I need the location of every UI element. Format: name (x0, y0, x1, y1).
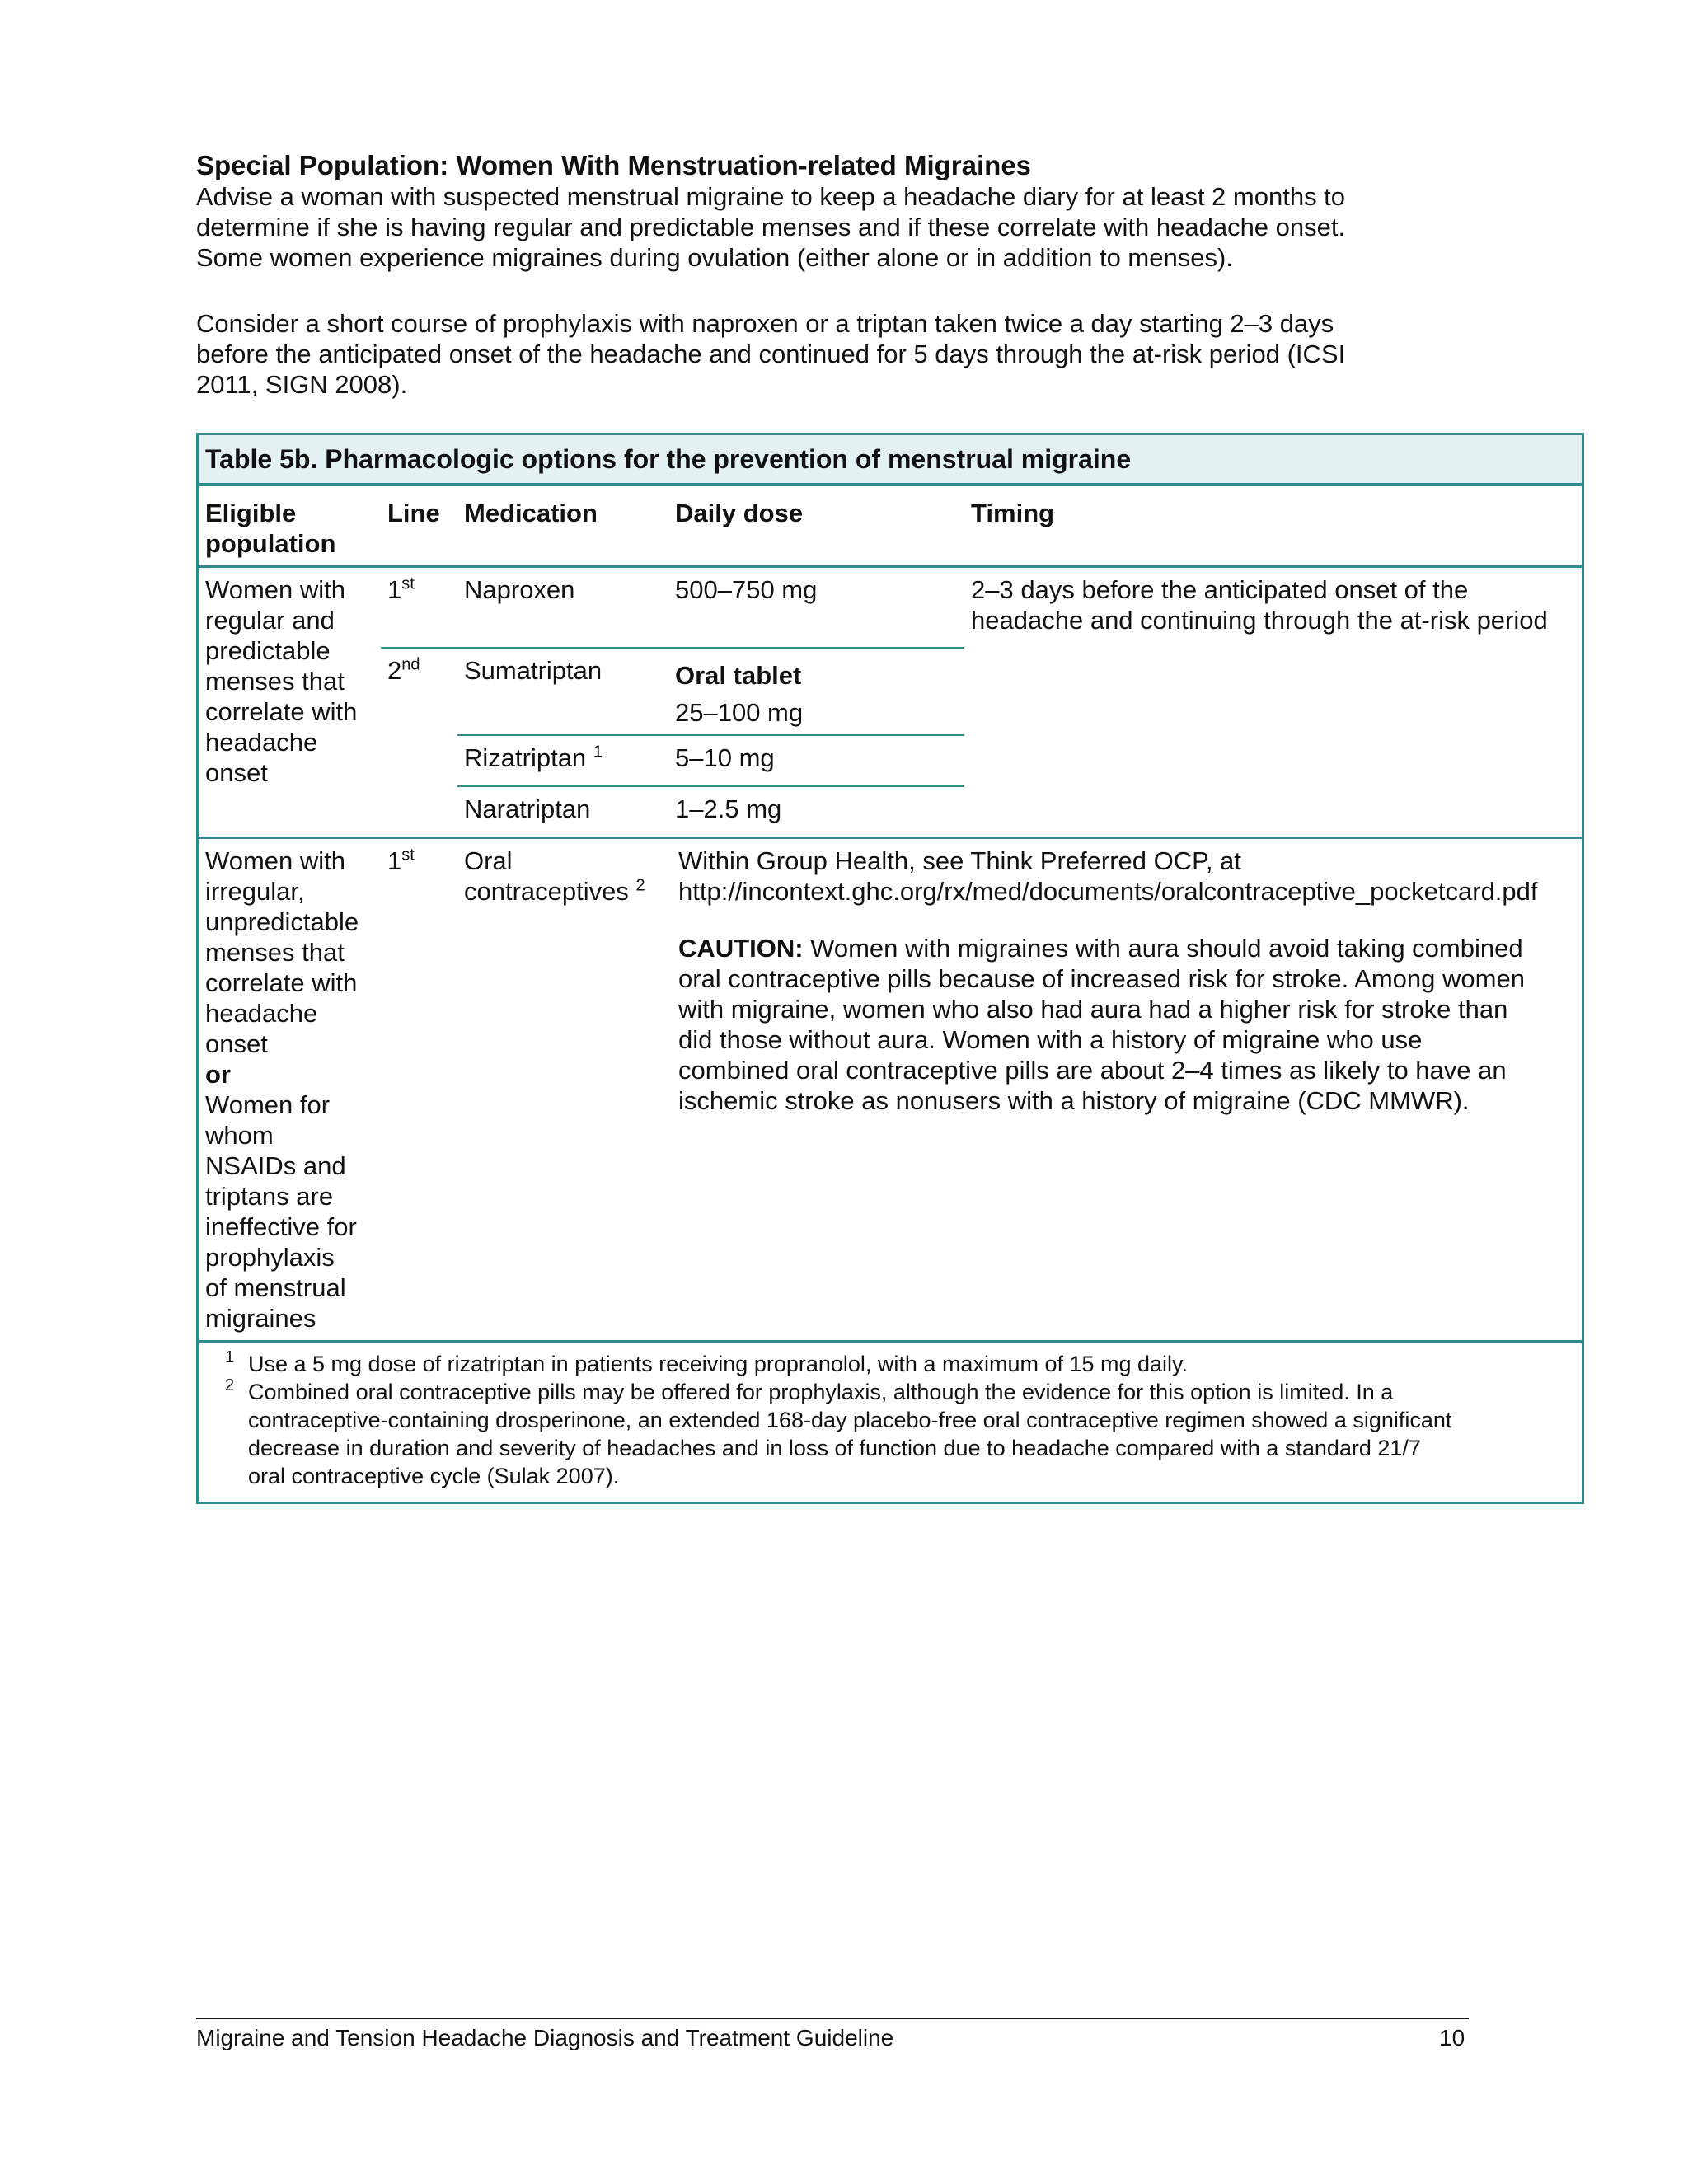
line-cell (381, 838, 457, 1343)
ordinal-suffix: nd (401, 655, 420, 674)
table-row (198, 838, 1583, 1343)
header-timing: Timing (964, 485, 1582, 567)
text-line: menses that (205, 667, 345, 696)
footnote-ref: 2 (635, 876, 645, 895)
text-line: Some women experience migraines during ovulation (either alone or in addition to menses). (196, 243, 1233, 272)
text-line: ineffective for (205, 1212, 357, 1241)
text-line: Advise a woman with suspected menstrual migraine to keep a headache diary for at least 2 months to (196, 182, 1346, 211)
text-line: headache and continuing through the at-risk period (971, 606, 1548, 635)
text-line: 2–3 days before the anticipated onset of the (971, 575, 1469, 604)
text-line: correlate with (205, 968, 358, 997)
dose-cell: 5–10 mg (668, 735, 964, 786)
ordinal-suffix: st (401, 846, 415, 865)
text-line: predictable (205, 636, 331, 665)
dose-cell (668, 648, 964, 735)
text-line: did those without aura. Women with a history of migraine who use (678, 1025, 1423, 1054)
medication-name: Rizatriptan (464, 743, 587, 772)
menstrual-migraine-table (196, 433, 1584, 1504)
intro-paragraph (196, 181, 1482, 273)
medication-cell (457, 838, 668, 1343)
footnote-number: 2 (225, 1376, 235, 1394)
footnote (207, 1350, 1573, 1378)
or-label: or (205, 1060, 231, 1089)
text-line: determine if she is having regular and predictable menses and if these correlate with headache onset. (196, 213, 1346, 241)
text-line: decrease in duration and severity of headaches and in loss of function due to headache compared with a standard 21/7 (248, 1436, 1421, 1460)
caution-label: CAUTION: (678, 934, 804, 963)
text-line: oral contraceptive pills because of increased risk for stroke. Among women (678, 964, 1525, 993)
text-line: irregular, (205, 877, 305, 906)
footnote (207, 1378, 1573, 1490)
table-row (198, 567, 1583, 649)
medication-name: Oral (464, 846, 513, 875)
population-cell (198, 567, 382, 838)
text-line: Women for (205, 1090, 331, 1119)
medication-name: contraceptives (464, 877, 629, 906)
text-line: Women with migraines with aura should avoid taking combined (803, 934, 1523, 963)
table-caption: Table 5b. Pharmacologic options for the prevention of menstrual migraine (198, 434, 1583, 485)
text-line: menses that (205, 938, 345, 967)
footer-title: Migraine and Tension Headache Diagnosis and Treatment Guideline (196, 2025, 894, 2050)
pocketcard-url: http://incontext.ghc.org/rx/med/documents/oralcontraceptive_pocketcard.pdf (678, 877, 1538, 906)
footnote-number: 1 (225, 1348, 235, 1366)
footer-rule (196, 2018, 1469, 2019)
text-line: 2011, SIGN 2008). (196, 370, 408, 399)
dose-form: Oral tablet (675, 661, 802, 690)
text-line: onset (205, 1029, 268, 1058)
text-line: contraceptive-containing drosperinone, an extended 168-day placebo-free oral contraceptive regimen showed a significant (248, 1408, 1452, 1432)
prophylaxis-paragraph (196, 308, 1482, 400)
section-title: Special Population: Women With Menstruation-related Migraines (196, 150, 1032, 180)
header-text: Eligible (205, 499, 297, 527)
text-line: Use a 5 mg dose of rizatriptan in patients receiving propranolol, with a maximum of 15 mg daily. (248, 1352, 1189, 1376)
text-line: combined oral contraceptive pills are about 2–4 times as likely to have an (678, 1056, 1507, 1085)
page-number: 10 (1439, 2025, 1465, 2050)
medication-cell: Naratriptan (457, 786, 668, 838)
text-line: of menstrual (205, 1273, 346, 1302)
population-cell (198, 838, 382, 1343)
text-line: ischemic stroke as nonusers with a history of migraine (CDC MMWR). (678, 1086, 1470, 1115)
text-line: whom (205, 1121, 274, 1150)
header-text: population (205, 529, 336, 558)
medication-cell: Sumatriptan (457, 648, 668, 735)
text-line: Within Group Health, see Think Preferred OCP, at (678, 846, 1241, 875)
text-line: migraines (205, 1304, 316, 1333)
header-dose: Daily dose (668, 485, 964, 567)
medication-cell: Naproxen (457, 567, 668, 649)
footnotes-row (198, 1342, 1583, 1503)
text-line: NSAIDs and (205, 1151, 346, 1180)
line-cell (381, 567, 457, 649)
text-line: before the anticipated onset of the headache and continued for 5 days through the at-risk period (ICSI (196, 340, 1346, 368)
table-header-row (198, 485, 1583, 567)
dose-cell: 1–2.5 mg (668, 786, 964, 838)
line-number: 1 (387, 846, 402, 875)
text-line: prophylaxis (205, 1243, 335, 1272)
header-line: Line (381, 485, 457, 567)
text-line: onset (205, 758, 268, 787)
header-population (198, 485, 382, 567)
line-cell (381, 648, 457, 838)
medication-cell (457, 735, 668, 786)
text-line: oral contraceptive cycle (Sulak 2007). (248, 1464, 620, 1488)
text-line: with migraine, women who also had aura had a higher risk for stroke than (678, 995, 1508, 1024)
line-number: 2 (387, 656, 402, 685)
text-line: headache (205, 728, 318, 757)
timing-cell (964, 567, 1582, 838)
ordinal-suffix: st (401, 574, 415, 593)
text-line: unpredictable (205, 907, 359, 936)
text-line: Combined oral contraceptive pills may be offered for prophylaxis, although the evidence for this option is limited. In a (248, 1380, 1394, 1404)
dose-value: 25–100 mg (675, 698, 804, 727)
footnote-ref: 1 (593, 743, 603, 762)
ocp-note-cell (668, 838, 1583, 1343)
header-medication: Medication (457, 485, 668, 567)
text-line: Women with (205, 575, 345, 604)
text-line: Women with (205, 846, 345, 875)
line-number: 1 (387, 575, 402, 604)
text-line: Consider a short course of prophylaxis with naproxen or a triptan taken twice a day starting 2–3 days (196, 309, 1334, 338)
text-line: headache (205, 999, 318, 1028)
text-line: correlate with (205, 697, 358, 726)
text-line: triptans are (205, 1182, 334, 1211)
text-line: regular and (205, 606, 335, 635)
footnotes-cell (198, 1342, 1583, 1503)
dose-cell: 500–750 mg (668, 567, 964, 649)
